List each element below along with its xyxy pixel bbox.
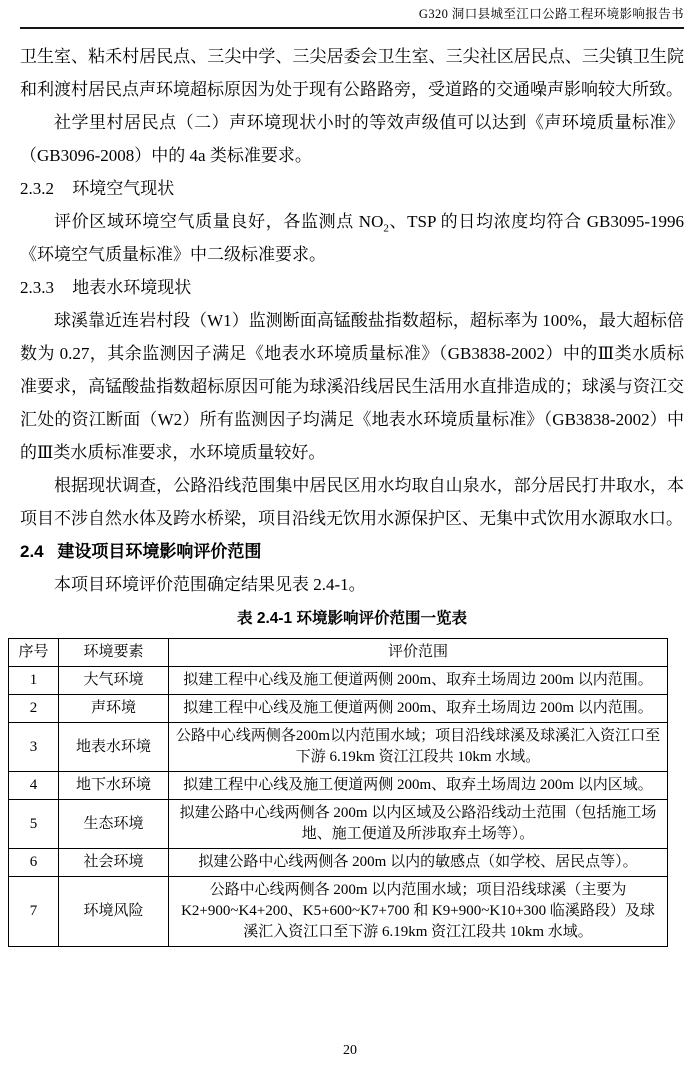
cell-scope: 拟建公路中心线两侧各 200m 以内的敏感点（如学校、居民点等）。	[169, 849, 668, 877]
cell-element: 社会环境	[59, 849, 169, 877]
report-title: G320 洞口县城至江口公路工程环境影响报告书	[418, 7, 684, 21]
cell-index: 7	[9, 877, 59, 947]
cell-scope: 公路中心线两侧各200m以内范围水域；项目沿线球溪及球溪汇入资江口至下游 6.19km 资江江段共 10km 水域。	[169, 723, 668, 772]
cell-element: 地表水环境	[59, 723, 169, 772]
table-row	[9, 800, 668, 849]
table-header-row	[9, 639, 668, 667]
cell-scope: 拟建工程中心线及施工便道两侧 200m、取弃土场周边 200m 以内范围。	[169, 695, 668, 723]
heading-title: 建设项目环境影响评价范围	[57, 542, 262, 561]
heading-2-3-3	[20, 271, 684, 304]
table-row	[9, 695, 668, 723]
cell-scope: 拟建公路中心线两侧各 200m 以内区域及公路沿线动土范围（包括施工场地、施工便道及所涉取弃土场等）。	[169, 800, 668, 849]
page-number: 20	[343, 1043, 357, 1058]
table-row	[9, 849, 668, 877]
column-header-index: 序号	[9, 639, 59, 667]
air-quality-text-start: 评价区域环境空气质量良好，各监测点 NO	[54, 212, 384, 231]
cell-scope: 拟建工程中心线及施工便道两侧 200m、取弃土场周边 200m 以内区域。	[169, 772, 668, 800]
cell-index: 3	[9, 723, 59, 772]
paragraph-table-reference: 本项目环境评价范围确定结果见表 2.4-1。	[54, 575, 366, 594]
table-row	[9, 877, 668, 947]
heading-number: 2.3.3	[20, 278, 54, 297]
column-header-scope: 评价范围	[169, 639, 668, 667]
heading-title: 环境空气现状	[72, 179, 175, 198]
cell-index: 2	[9, 695, 59, 723]
column-header-element: 环境要素	[59, 639, 169, 667]
cell-element: 生态环境	[59, 800, 169, 849]
cell-index: 4	[9, 772, 59, 800]
cell-index: 6	[9, 849, 59, 877]
paragraph-noise-exceedance: 卫生室、粘禾村居民点、三尖中学、三尖居委会卫生室、三尖社区居民点、三尖镇卫生院和利渡村居民点声环境超标原因为处于现有公路路旁，受道路的交通噪声影响较大所致。	[20, 47, 684, 99]
heading-number: 2.4	[20, 542, 44, 561]
paragraph-water-survey: 根据现状调查，公路沿线范围集中居民区用水均取自山泉水，部分居民打井取水，本项目不涉自然水体及跨水桥梁，项目沿线无饮用水源保护区、无集中式饮用水源取水口。	[20, 476, 684, 528]
evaluation-scope-table	[8, 638, 668, 947]
cell-element: 环境风险	[59, 877, 169, 947]
page-content	[20, 40, 684, 947]
paragraph-shexueli-noise: 社学里村居民点（二）声环境现状小时的等效声级值可以达到《声环境质量标准》（GB3096-2008）中的 4a 类标准要求。	[20, 113, 684, 165]
cell-element: 大气环境	[59, 667, 169, 695]
cell-scope: 拟建工程中心线及施工便道两侧 200m、取弃土场周边 200m 以内范围。	[169, 667, 668, 695]
table-row	[9, 772, 668, 800]
paragraph-air-quality	[20, 205, 684, 271]
heading-2-3-2	[20, 172, 684, 205]
cell-element: 声环境	[59, 695, 169, 723]
page-header	[20, 6, 684, 29]
table-row	[9, 667, 668, 695]
cell-index: 1	[9, 667, 59, 695]
heading-number: 2.3.2	[20, 179, 54, 198]
heading-2-4	[20, 535, 684, 568]
cell-scope: 公路中心线两侧各 200m 以内范围水域；项目沿线球溪（主要为 K2+900~K4+200、K5+600~K7+700 和 K9+900~K10+300 临溪路段）及球溪汇入资江口至下游 6.19km 资江江段共 10km 水域。	[169, 877, 668, 947]
table-row	[9, 723, 668, 772]
cell-index: 5	[9, 800, 59, 849]
air-quality-text-end: 、TSP 的日均浓度均符合 GB3095-1996《环境空气质量标准》中二级标准要求。	[20, 212, 684, 264]
heading-title: 地表水环境现状	[72, 278, 192, 297]
cell-element: 地下水环境	[59, 772, 169, 800]
table-caption: 表 2.4-1 环境影响评价范围一览表	[237, 610, 467, 627]
no2-subscript: 2	[383, 222, 389, 235]
paragraph-surface-water: 球溪靠近连岩村段（W1）监测断面高锰酸盐指数超标，超标率为 100%，最大超标倍数为 0.27，其余监测因子满足《地表水环境质量标准》（GB3838-2002）中的Ⅲ类水质标准要求，高锰酸盐指数超标原因可能为球溪沿线居民生活用水直排造成的；球溪与资江交汇处的资江断面（W2）所有监测因子均满足《地表水环境质量标准》（GB3838-2002）中的Ⅲ类水质标准要求，水环境质量较好。	[20, 311, 684, 462]
